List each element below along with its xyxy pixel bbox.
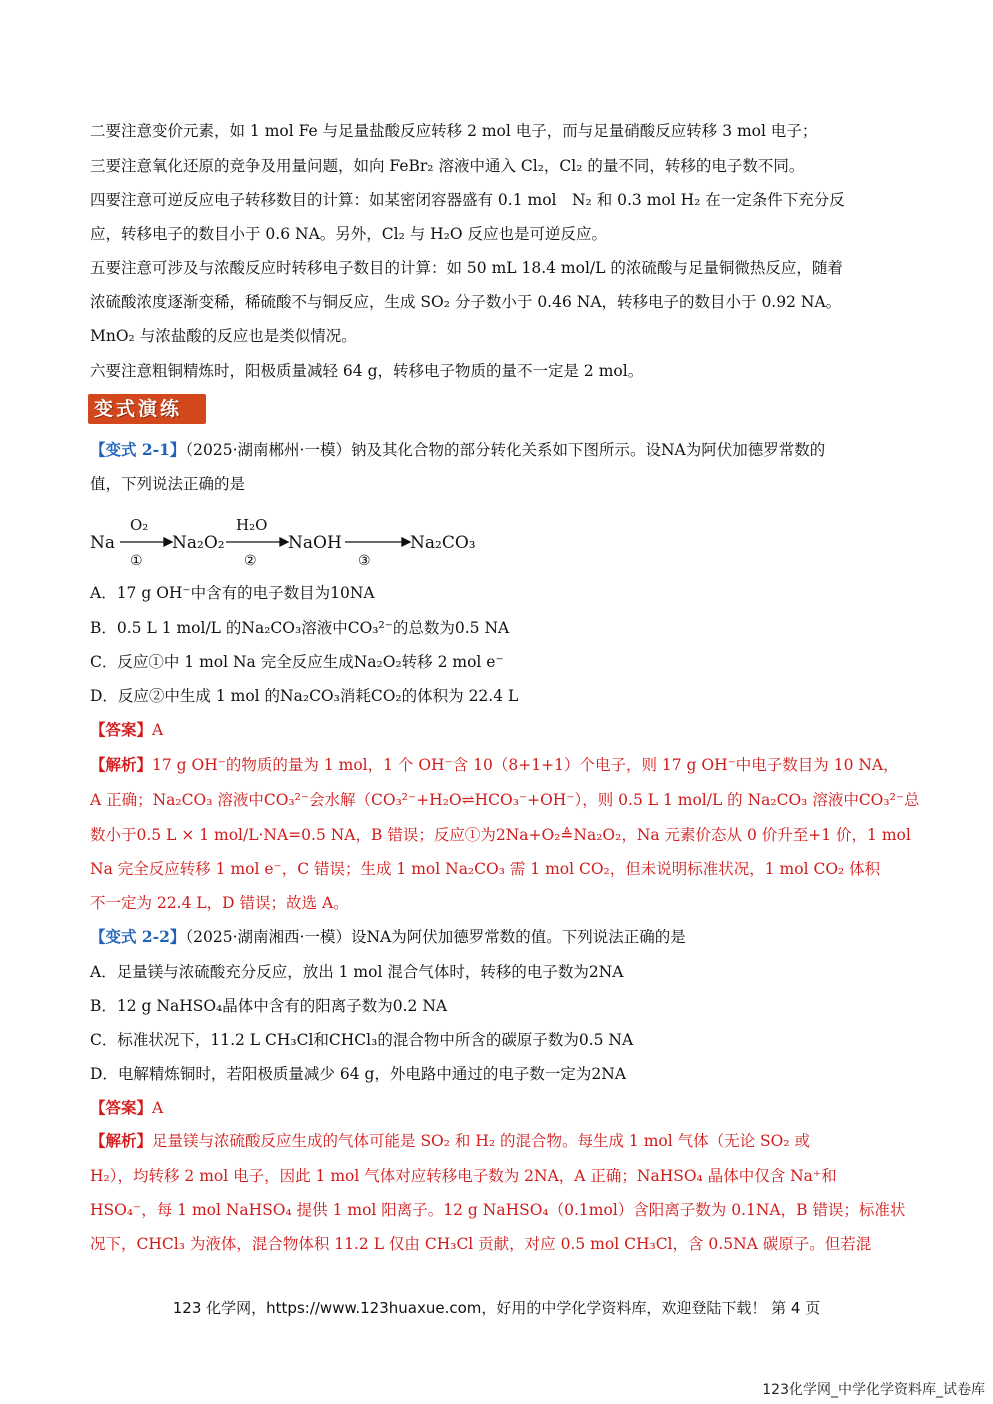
option-a: A．足量镁与浓硫酸充分反应，放出 1 mol 混合气体时，转移的电子数为2NA — [90, 963, 624, 981]
reaction-scheme — [90, 512, 510, 572]
watermark: 123化学网_中学化学资料库_试卷库 — [762, 1382, 985, 1398]
text-line: 五要注意可涉及与浓酸反应时转移电子数目的计算：如 50 mL 18.4 mol/L 的浓硫酸与足量铜微热反应，随着 — [90, 259, 843, 277]
analysis-line: 【解析】足量镁与浓硫酸反应生成的气体可能是 SO₂ 和 H₂ 的混合物。每生成 1 mol 气体（无论 SO₂ 或 — [90, 1131, 811, 1150]
option-d: D．电解精炼铜时，若阳极质量减少 64 g，外电路中通过的电子数一定为2NA — [90, 1065, 627, 1083]
option-c: C．反应①中 1 mol Na 完全反应生成Na₂O₂转移 2 mol e⁻ — [90, 653, 504, 671]
option-d: D．反应②中生成 1 mol 的Na₂CO₃消耗CO₂的体积为 22.4 L — [90, 687, 519, 705]
analysis-line: HSO₄⁻，每 1 mol NaHSO₄ 提供 1 mol 阳离子。12 g NaHSO₄（0.1mol）含阳离子数为 0.1NA，B 错误；标准状 — [90, 1201, 906, 1219]
text-line: 四要注意可逆反应电子转移数目的计算：如某密闭容器盛有 0.1 mol N₂ 和 0.3 mol H₂ 在一定条件下充分反 — [90, 191, 845, 209]
reagent-h2o: H₂O — [236, 516, 268, 534]
question-stem: 【变式 2-1】（2025·湖南郴州·一模）钠及其化合物的部分转化关系如下图所示。设NA为阿伏加德罗常数的 — [90, 440, 826, 459]
page-footer: 123 化学网，https://www.123huaxue.com，好用的中学化学资料库，欢迎登陆下载！ 第 4 页 — [172, 1299, 821, 1317]
answer-line: 【答案】A — [90, 1098, 164, 1117]
section-badge: 变式演练 — [88, 394, 206, 424]
option-b: B．12 g NaHSO₄晶体中含有的阳离子数为0.2 NA — [90, 997, 448, 1015]
question-tag: 【变式 2-1】 — [90, 440, 186, 459]
analysis-line: A 正确；Na₂CO₃ 溶液中CO₃²⁻会水解（CO₃²⁻+H₂O⇌HCO₃⁻+OH⁻），则 0.5 L 1 mol/L 的 Na₂CO₃ 溶液中CO₃²⁻总 — [90, 791, 920, 809]
species-na: Na — [90, 533, 116, 553]
text-line: 三要注意氧化还原的竞争及用量问题，如向 FeBr₂ 溶液中通入 Cl₂，Cl₂ 的量不同，转移的电子数不同。 — [90, 157, 805, 175]
analysis-line: 【解析】17 g OH⁻的物质的量为 1 mol，1 个 OH⁻含 10（8+1+1）个电子，则 17 g OH⁻中电子数目为 10 NA， — [90, 755, 899, 774]
text-line: MnO₂ 与浓盐酸的反应也是类似情况。 — [90, 327, 357, 345]
species-naoh: NaOH — [288, 533, 342, 553]
circle-3: ③ — [358, 553, 371, 569]
species-na2co3: Na₂CO₃ — [410, 533, 476, 553]
analysis-line: 况下，CHCl₃ 为液体，混合物体积 11.2 L 仅由 CH₃Cl 贡献，对应 0.5 mol CH₃Cl，含 0.5NA 碳原子。但若混 — [90, 1235, 872, 1253]
analysis-line: Na 完全反应转移 1 mol e⁻，C 错误；生成 1 mol Na₂CO₃ 需 1 mol CO₂，但未说明标准状况，1 mol CO₂ 体积 — [90, 860, 881, 878]
text-line: 浓硫酸浓度逐渐变稀，稀硫酸不与铜反应，生成 SO₂ 分子数小于 0.46 NA，转移电子的数目小于 0.92 NA。 — [90, 293, 842, 311]
analysis-line: 不一定为 22.4 L，D 错误；故选 A。 — [90, 894, 349, 912]
text-line: 二要注意变价元素，如 1 mol Fe 与足量盐酸反应转移 2 mol 电子，而与足量硝酸反应转移 3 mol 电子； — [90, 122, 818, 140]
species-na2o2: Na₂O₂ — [172, 533, 225, 553]
option-a: A．17 g OH⁻中含有的电子数目为10NA — [90, 584, 375, 602]
analysis-line: 数小于0.5 L × 1 mol/L·NA=0.5 NA，B 错误；反应①为2Na+O₂≜Na₂O₂，Na 元素价态从 0 价升至+1 价，1 mol — [90, 826, 911, 844]
circle-1: ① — [130, 553, 143, 569]
circle-2: ② — [244, 553, 257, 569]
option-c: C．标准状况下，11.2 L CH₃Cl和CHCl₃的混合物中所含的碳原子数为0.5 NA — [90, 1031, 634, 1049]
analysis-line: H₂），均转移 2 mol 电子，因此 1 mol 气体对应转移电子数为 2NA，A 正确；NaHSO₄ 晶体中仅含 Na⁺和 — [90, 1167, 837, 1185]
reagent-o2: O₂ — [130, 516, 149, 534]
option-b: B．0.5 L 1 mol/L 的Na₂CO₃溶液中CO₃²⁻的总数为0.5 NA — [90, 619, 510, 637]
question-stem: 【变式 2-2】（2025·湖南湘西·一模）设NA为阿伏加德罗常数的值。下列说法正确的是 — [90, 927, 686, 946]
question-tag: 【变式 2-2】 — [90, 927, 186, 946]
text-line: 六要注意粗铜精炼时，阳极质量减轻 64 g，转移电子物质的量不一定是 2 mol。 — [90, 362, 644, 380]
question-stem-cont: 值，下列说法正确的是 — [90, 475, 246, 493]
answer-line: 【答案】A — [90, 720, 164, 739]
text-line: 应，转移电子的数目小于 0.6 NA。另外，Cl₂ 与 H₂O 反应也是可逆反应。 — [90, 225, 608, 243]
